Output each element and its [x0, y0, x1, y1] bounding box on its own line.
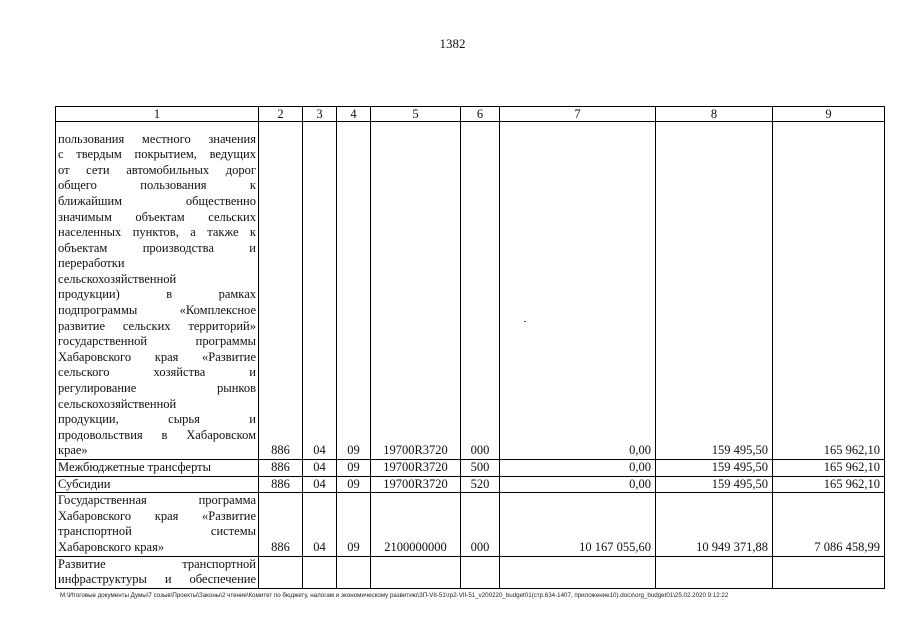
cell-col-9: 165 962,10 — [773, 122, 885, 460]
cell-col-7: 0,00 — [500, 460, 656, 477]
row-name — [56, 122, 259, 460]
table-row — [56, 122, 885, 460]
cell-col-4: 09 — [337, 493, 371, 556]
cell-col-3: 04 — [303, 460, 337, 477]
cell-col-8: 159 495,50 — [656, 460, 773, 477]
name-line: подпрограммы «Комплексное — [58, 303, 256, 318]
header-col-4: 4 — [337, 107, 371, 122]
cell-col-3: 04 — [303, 493, 337, 556]
header-col-6: 6 — [461, 107, 500, 122]
header-col-1: 1 — [56, 107, 259, 122]
cell-col-5: 19700R3720 — [371, 460, 461, 477]
row-name: Межбюджетные трансферты — [56, 460, 259, 477]
cell-col-6: 000 — [461, 122, 500, 460]
row-name: Субсидии — [56, 476, 259, 493]
name-line: Развитие транспортной — [58, 556, 256, 571]
name-line: объектам производства и — [58, 240, 256, 255]
name-line: продукции, сырья и — [58, 412, 256, 427]
name-line: Государственная программа — [58, 493, 256, 508]
cell-col-2 — [259, 556, 303, 588]
table-row — [56, 493, 885, 556]
cell-col-3: 04 — [303, 122, 337, 460]
footer-file-path: M:\Итоговые документы Думы\7 созыв\Проекты\Законы\2 чтение\Комитет по бюджету, налогам и экономическому развитию\ЗП-VII-51\гр2-VII-51_v200220_budget01(стр.634-1407, приложение10).docx\org_budget01\25.02.2020 9:12:22 — [60, 592, 729, 599]
name-line: сельскохозяйственной — [58, 396, 177, 411]
cell-col-7 — [500, 556, 656, 588]
cell-col-7: 10 167 055,60 — [500, 493, 656, 556]
cell-col-8: 159 495,50 — [656, 476, 773, 493]
name-line: регулирование рынков — [58, 381, 256, 396]
name-line: переработки — [58, 256, 125, 271]
scan-speck — [524, 321, 526, 322]
cell-col-2: 886 — [259, 493, 303, 556]
cell-col-7: 0,00 — [500, 476, 656, 493]
name-line: ближайшим общественно — [58, 193, 256, 208]
name-line: значимым объектам сельских — [58, 209, 256, 224]
cell-col-4: 09 — [337, 122, 371, 460]
cell-col-5: 2100000000 — [371, 493, 461, 556]
header-col-7: 7 — [500, 107, 656, 122]
cell-col-3: 04 — [303, 476, 337, 493]
cell-col-6: 000 — [461, 493, 500, 556]
cell-col-8 — [656, 556, 773, 588]
cell-col-3 — [303, 556, 337, 588]
header-col-9: 9 — [773, 107, 885, 122]
name-line: общего пользования к — [58, 178, 256, 193]
cell-col-9: 165 962,10 — [773, 476, 885, 493]
name-line: крае» — [58, 443, 88, 458]
cell-col-6: 520 — [461, 476, 500, 493]
cell-col-2: 886 — [259, 122, 303, 460]
name-line: Хабаровского края» — [58, 539, 165, 554]
table-row — [56, 556, 885, 588]
name-line: продовольствия в Хабаровском — [58, 427, 256, 442]
cell-col-7: 0,00 — [500, 122, 656, 460]
budget-table — [55, 106, 885, 589]
header-col-5: 5 — [371, 107, 461, 122]
cell-col-4: 09 — [337, 476, 371, 493]
cell-col-6: 500 — [461, 460, 500, 477]
name-line: государственной программы — [58, 334, 256, 349]
header-col-8: 8 — [656, 107, 773, 122]
table-row — [56, 460, 885, 477]
name-line: сельского хозяйства и — [58, 365, 256, 380]
cell-col-5 — [371, 556, 461, 588]
cell-col-8: 159 495,50 — [656, 122, 773, 460]
name-line: продукции) в рамках — [58, 287, 256, 302]
name-line: сельскохозяйственной — [58, 271, 177, 286]
table-row — [56, 476, 885, 493]
cell-col-5: 19700R3720 — [371, 122, 461, 460]
page-number: 1382 — [439, 36, 466, 51]
name-line: населенных пунктов, а также к — [58, 225, 256, 240]
cell-col-2: 886 — [259, 460, 303, 477]
name-line: пользования местного значения — [58, 131, 256, 146]
cell-col-9 — [773, 556, 885, 588]
cell-col-4 — [337, 556, 371, 588]
header-col-3: 3 — [303, 107, 337, 122]
cell-col-9: 165 962,10 — [773, 460, 885, 477]
name-line: с твердым покрытием, ведущих — [58, 147, 256, 162]
cell-col-5: 19700R3720 — [371, 476, 461, 493]
name-line: от сети автомобильных дорог — [58, 162, 256, 177]
header-row — [56, 107, 885, 122]
cell-col-6 — [461, 556, 500, 588]
cell-col-8: 10 949 371,88 — [656, 493, 773, 556]
cell-col-2: 886 — [259, 476, 303, 493]
name-line: Хабаровского края «Развитие — [58, 508, 256, 523]
cell-col-9: 7 086 458,99 — [773, 493, 885, 556]
name-line: развитие сельских территорий» — [58, 318, 256, 333]
header-col-2: 2 — [259, 107, 303, 122]
name-line: транспортной системы — [58, 524, 256, 539]
name-line: Хабаровского края «Развитие — [58, 349, 256, 364]
row-name — [56, 493, 259, 556]
row-name — [56, 556, 259, 588]
name-line: инфраструктуры и обеспечение — [58, 572, 256, 587]
cell-col-4: 09 — [337, 460, 371, 477]
